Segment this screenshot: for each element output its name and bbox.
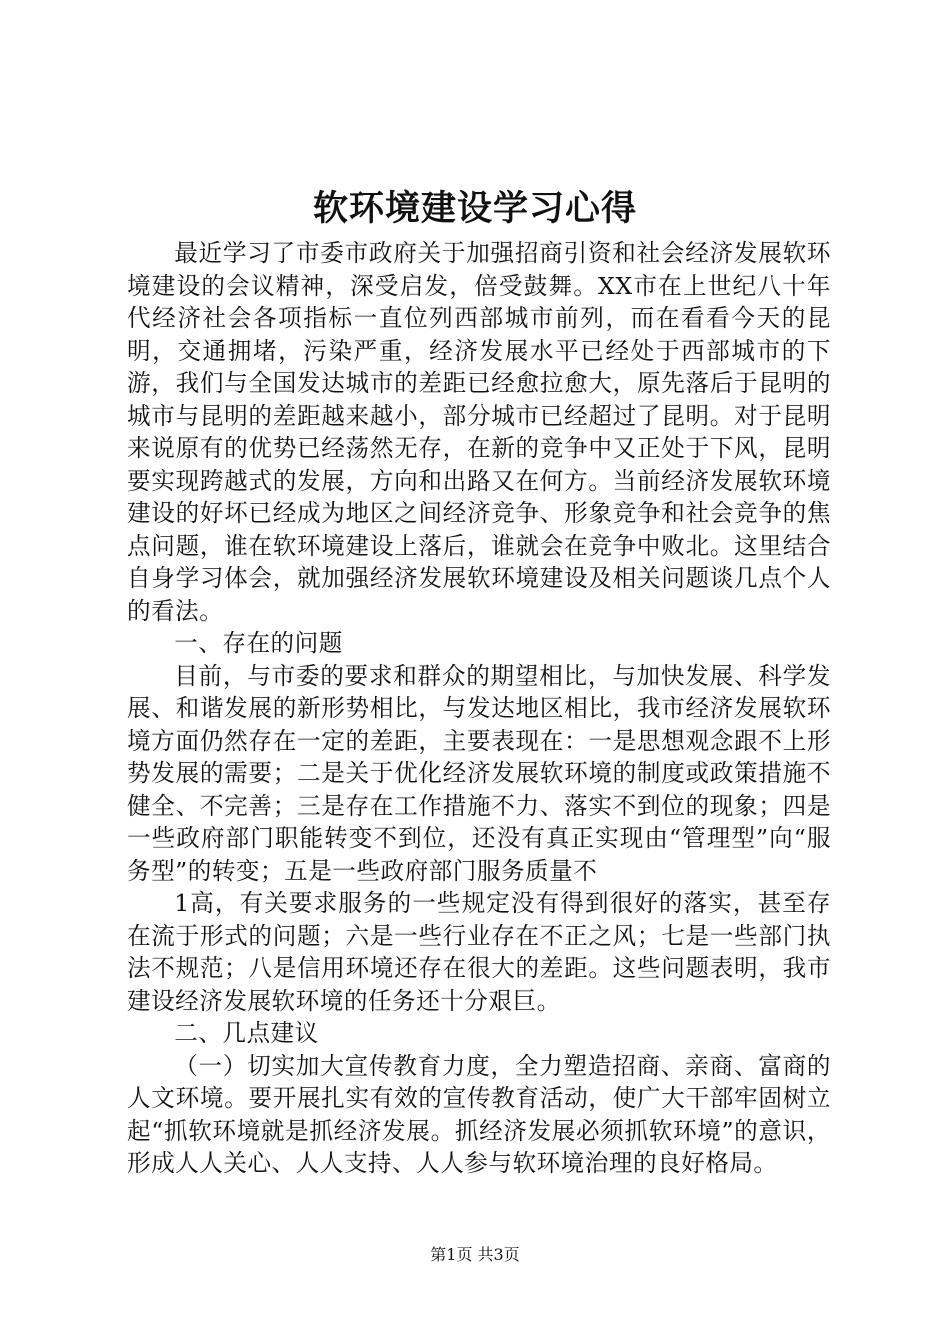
document-title: 软环境建设学习心得 [312, 189, 637, 229]
page-number-footer: 第1页 共3页 [430, 1245, 520, 1264]
paragraph-suggestion-1: （一）切实加大宣传教育力度，全力塑造招商、亲商、富商的人文环境。要开展扎实有效的宣传教育活动，使广大干部牢固树立起“抓软环境就是抓经济发展。抓经济发展必须抓软环境”的意识，形成人人关心、人人支持、人人参与软环境治理的良好格局。 [127, 1051, 831, 1177]
section-heading-suggestions: 二、几点建议 [174, 1019, 319, 1047]
paragraph-intro: 最近学习了市委市政府关于加强招商引资和社会经济发展软环境建设的会议精神，深受启发，倍受鼓舞。XX市在上世纪八十年代经济社会各项指标一直位列西部城市前列，而在看看今天的昆明，交通拥堵，污染严重，经济发展水平已经处于西部城市的下游，我们与全国发达城市的差距已经愈拉愈大，原先落后于昆明的城市与昆明的差距越来越小，部分城市已经超过了昆明。对于昆明来说原有的优势已经荡然无存，在新的竞争中又正处于下风，昆明要实现跨越式的发展，方向和出路又在何方。当前经济发展软环境建设的好坏已经成为地区之间经济竞争、形象竞争和社会竞争的焦点问题，谁在软环境建设上落后，谁就会在竞争中败北。这里结合自身学习体会，就加强经济发展软环境建设及相关问题谈几点个人的看法。 [127, 239, 831, 625]
document-body [127, 237, 831, 1180]
paragraph-problems: 目前，与市委的要求和群众的期望相比，与加快发展、科学发展、和谐发展的新形势相比，与发达地区相比，我市经济发展软环境方面仍然存在一定的差距，主要表现在：一是思想观念跟不上形势发展的需要；二是关于优化经济发展软环境的制度或政策措施不健全、不完善；三是存在工作措施不力、落实不到位的现象；四是一些政府部门职能转变不到位，还没有真正实现由“管理型”向“服务型”的转变；五是一些政府部门服务质量不 [127, 661, 831, 885]
paragraph-problems-continued: 1高，有关要求服务的一些规定没有得到很好的落实，甚至存在流于形式的问题；六是一些行业存在不正之风；七是一些部门执法不规范；八是信用环境还存在很大的差距。这些问题表明，我市建设经济发展软环境的任务还十分艰巨。 [127, 889, 831, 1015]
section-heading-problems: 一、存在的问题 [174, 629, 343, 657]
